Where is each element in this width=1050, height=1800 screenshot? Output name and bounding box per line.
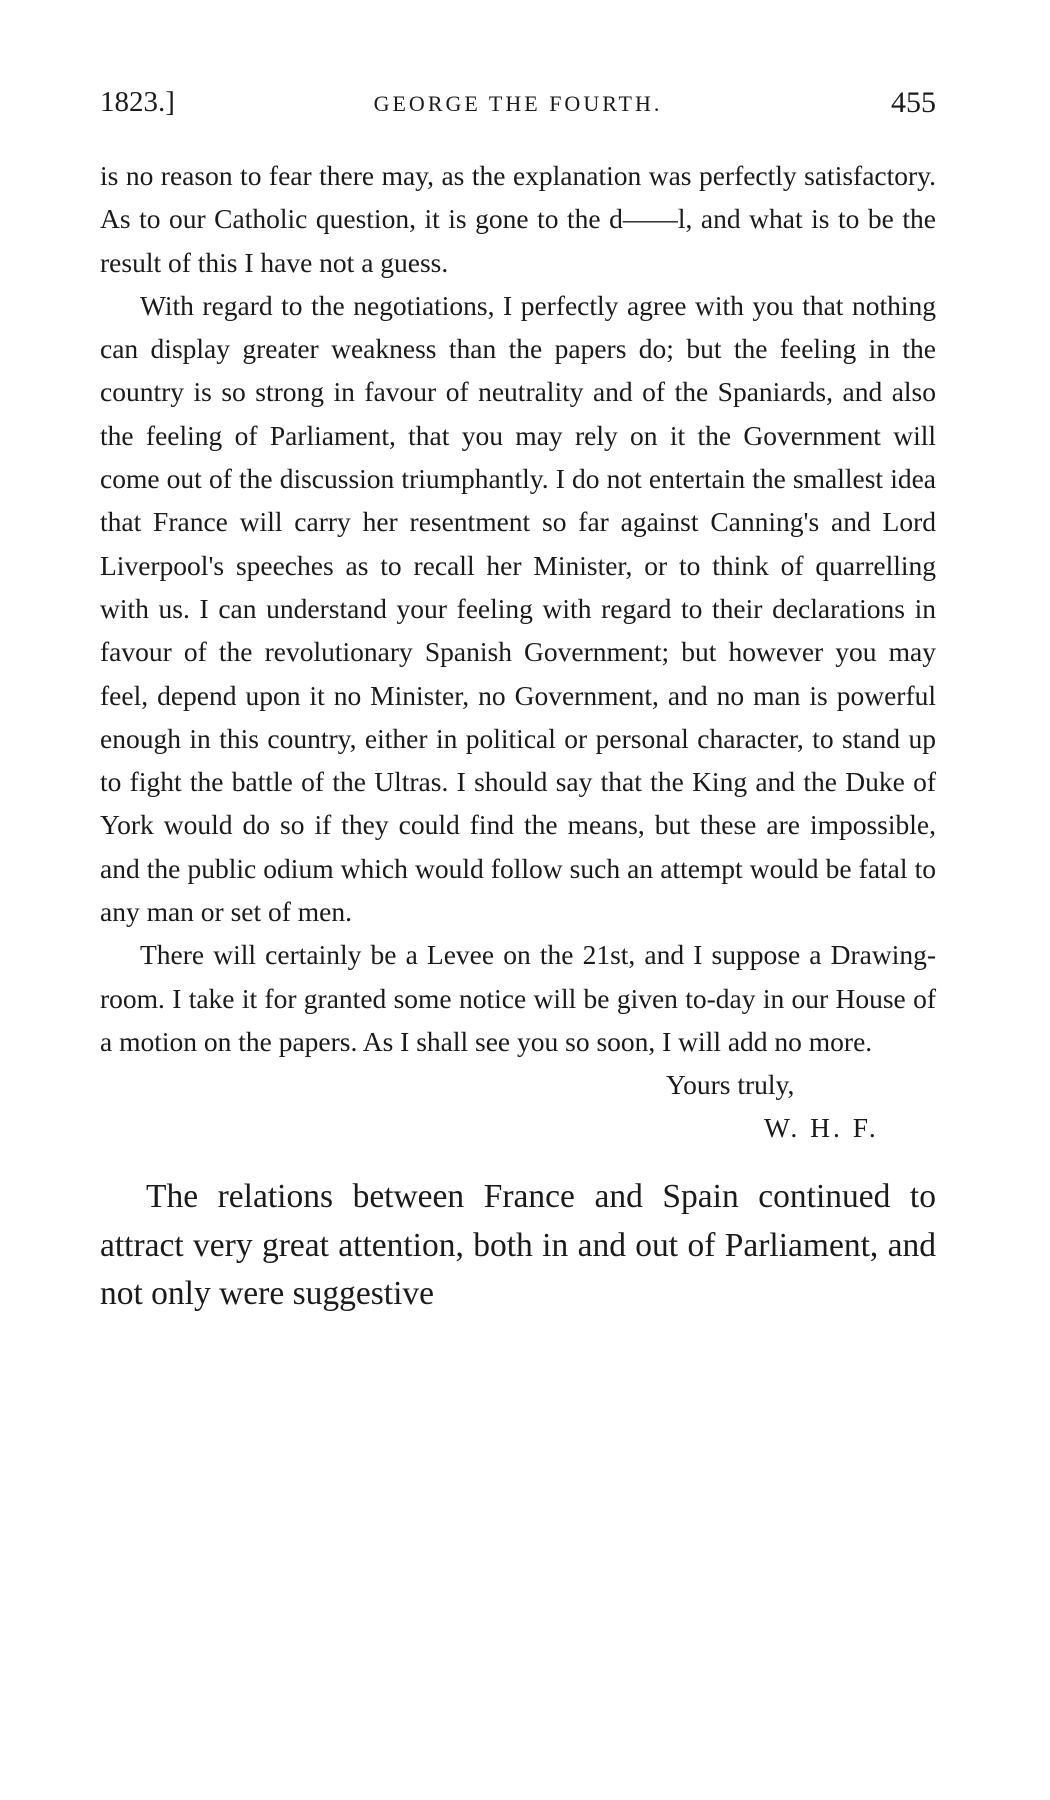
running-head-title: GEORGE THE FOURTH. <box>373 91 663 116</box>
letter-paragraph-3: There will certainly be a Levee on the 21st, and I suppose a Drawing-room. I take it for granted some notice will be given to-day in our House of a motion on the papers. As I shall see you so soon, I will add no more. <box>100 939 936 1057</box>
signature-initials: W. H. F. <box>764 1112 879 1144</box>
narrative-paragraph: The relations between France and Spain continued to attract very great attention, both in and out of Parliament, and not only were suggestive <box>100 1178 936 1313</box>
running-head-year: 1823.] <box>100 86 175 118</box>
narrative-text <box>100 1173 936 1319</box>
closing-salutation: Yours truly, <box>666 1069 795 1101</box>
letter-paragraph-2: With regard to the negotiations, I perfectly agree with you that nothing can display greater weakness than the papers do; but the feeling in the country is so strong in favour of neutrality and of the Spaniards, and also the feeling of Parliament, that you may rely on it the Government will come out of the discussion triumphantly. I do not entertain the smallest idea that France will carry her resentment so far against Canning's and Lord Liverpool's speeches as to recall her Minister, or to think of quarrelling with us. I can understand your feeling with regard to their declarations in favour of the revolutionary Spanish Government; but however you may feel, depend upon it no Minister, no Government, and no man is powerful enough in this country, either in political or personal character, to stand up to fight the battle of the Ultras. I should say that the King and the Duke of York would do so if they could find the means, but these are impossible, and the public odium which would follow such an attempt would be fatal to any man or set of men. <box>100 289 936 928</box>
letter-paragraph-1: is no reason to fear there may, as the explanation was perfectly satisfactory. As to our Catholic question, it is gone to the d——l, and what is to be the result of this I have not a guess. <box>100 160 936 278</box>
page-number: 455 <box>891 86 936 119</box>
running-head <box>100 86 936 130</box>
book-page <box>100 86 936 1319</box>
letter-closing <box>100 1063 936 1151</box>
letter-body <box>100 154 936 1063</box>
